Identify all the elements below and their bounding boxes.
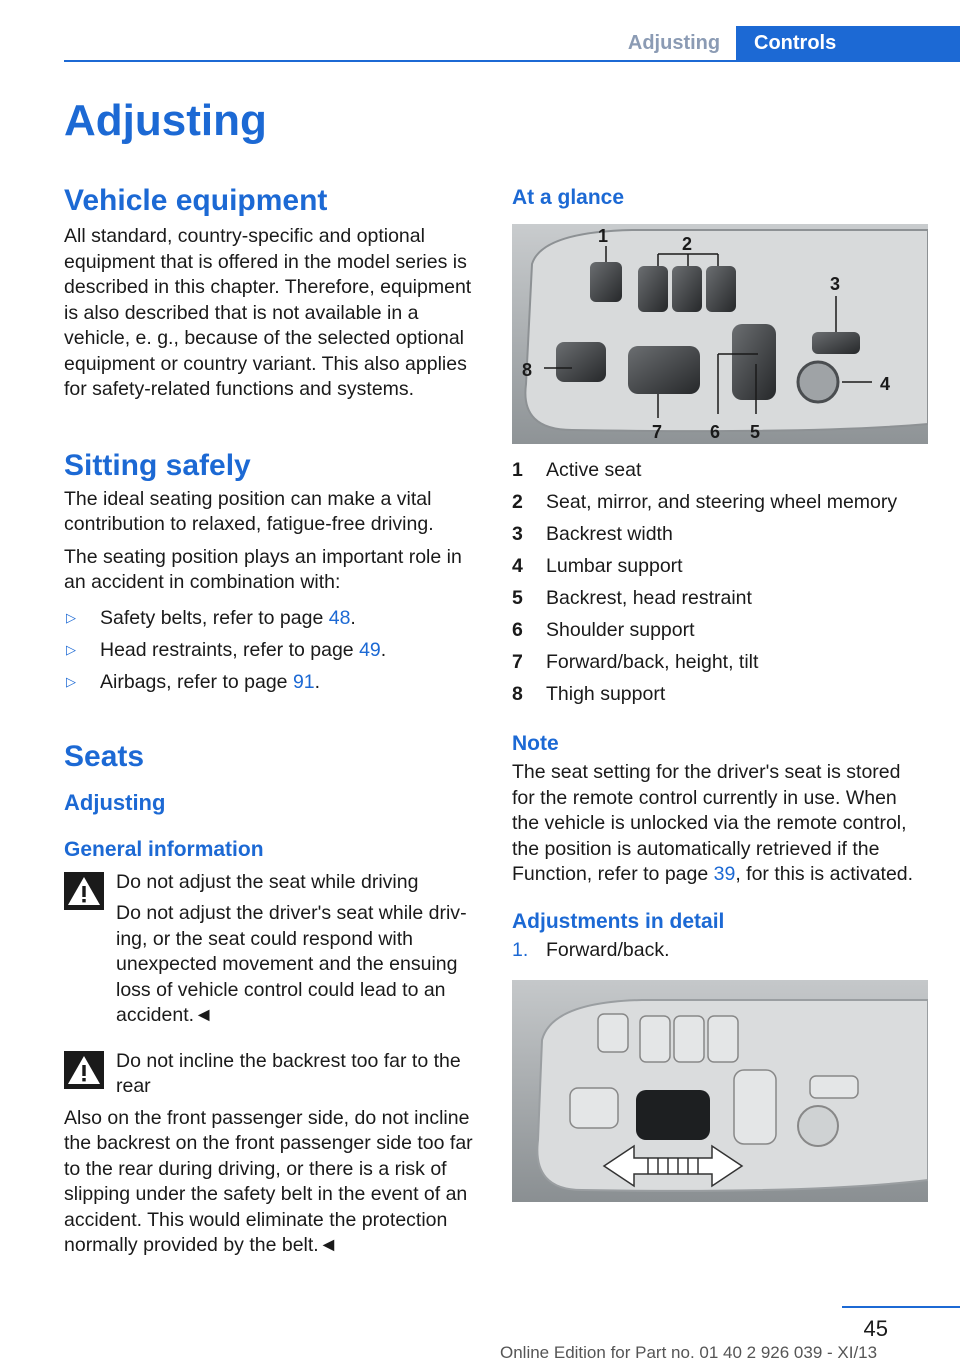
triangle-bullet-icon: ▷ bbox=[66, 609, 76, 625]
page-link[interactable]: 49 bbox=[359, 638, 381, 661]
callout-label: 1 bbox=[598, 226, 609, 246]
triangle-bullet-icon: ▷ bbox=[66, 673, 76, 689]
general-information-heading: General information bbox=[64, 837, 264, 861]
warning-2-body: Also on the front passenger side, do not incline the backrest on the front passenger side too far to the rear during driving, or there is a risk of slipping under the safety belt in the event of an accident. This would eliminate the protection normally provided by the belt.◄ bbox=[64, 1106, 473, 1256]
page-number: 45 bbox=[863, 1316, 888, 1341]
page-link[interactable]: 39 bbox=[713, 863, 736, 885]
legend-item: 8 Thigh support bbox=[512, 683, 666, 705]
callout-label: 6 bbox=[710, 422, 721, 442]
bullet-item: ▷ Head restraints, refer to page 49. bbox=[64, 634, 482, 666]
triangle-bullet-icon: ▷ bbox=[66, 641, 76, 657]
safety-bullet-list bbox=[64, 602, 482, 698]
callout-label: 3 bbox=[830, 274, 841, 294]
at-a-glance-heading: At a glance bbox=[512, 186, 625, 209]
seat-controls-photo bbox=[512, 224, 928, 444]
forward-back-photo bbox=[512, 980, 928, 1202]
page-link[interactable]: 91 bbox=[292, 670, 315, 693]
step-item: 1. Forward/back. bbox=[512, 938, 670, 961]
bullet-item: ▷ Airbags, refer to page 91. bbox=[64, 666, 482, 698]
adjusting-subheading: Adjusting bbox=[64, 789, 166, 815]
bullet-item: ▷ Safety belts, refer to page 48. bbox=[64, 602, 482, 634]
warning-triangle-icon bbox=[64, 1051, 104, 1089]
right-column bbox=[512, 184, 928, 1202]
legend-item: 1 Active seat bbox=[512, 459, 642, 481]
warning-triangle-icon bbox=[64, 872, 104, 910]
warning-block-2 bbox=[64, 1049, 482, 1100]
sitting-safely-para-1: The ideal seating position can make a vital contribution to relaxed, fatigue-free driving. bbox=[64, 487, 434, 535]
header-tab-chapter: Controls bbox=[736, 26, 960, 60]
warning-1-title: Do not adjust the seat while driving bbox=[116, 870, 419, 893]
legend-item: 3 Backrest width bbox=[512, 523, 673, 545]
vehicle-equipment-text: All standard, country-specific and optional equipment that is offered in the model series is described in this chapter. Therefore, equipment is also described that is not available in a vehicle, e. g., because of the selected optional equipment or country variant. This also applies for safety-related functions and systems. bbox=[64, 225, 472, 400]
callout-label: 5 bbox=[750, 422, 761, 442]
legend-item: 4 Lumbar support bbox=[512, 555, 683, 577]
note-heading: Note bbox=[512, 732, 559, 755]
warning-block-1 bbox=[64, 870, 482, 1029]
warning-1-body: Do not adjust the driver's seat while driving, or the seat could respond with unexpected movement and the ensuing loss of vehicle control could lead to an accident.◄ bbox=[116, 902, 467, 1026]
edition-footer: Online Edition for Part no. 01 40 2 926 039 - XI/13 bbox=[500, 1343, 878, 1362]
legend-list bbox=[512, 454, 928, 710]
legend-item: 5 Backrest, head restraint bbox=[512, 587, 752, 609]
legend-item: 7 Forward/back, height, tilt bbox=[512, 651, 759, 673]
callout-label: 2 bbox=[682, 234, 693, 254]
footer-rule bbox=[842, 1306, 960, 1308]
header-rule bbox=[64, 60, 960, 62]
legend-item: 2 Seat, mirror, and steering wheel memory bbox=[512, 491, 898, 513]
sitting-safely-para-2: The seating position plays an important role in an accident in combination with: bbox=[64, 545, 462, 593]
callout-label: 4 bbox=[880, 374, 891, 394]
vehicle-equipment-heading: Vehicle equipment bbox=[64, 184, 328, 217]
chapter-title: Adjusting bbox=[64, 96, 267, 145]
page-link[interactable]: 48 bbox=[328, 606, 351, 629]
left-column bbox=[64, 184, 482, 1259]
legend-item: 6 Shoulder support bbox=[512, 619, 695, 641]
adjustments-in-detail-heading: Adjustments in detail bbox=[512, 909, 725, 933]
seats-heading: Seats bbox=[64, 739, 145, 773]
callout-label: 7 bbox=[652, 422, 663, 442]
header-tab-section: Adjusting bbox=[627, 31, 721, 54]
warning-2-title: Do not incline the backrest too far to the rear bbox=[116, 1049, 461, 1097]
note-text: The seat setting for the driver's seat is stored for the remote control currently in use. When the vehicle is unlocked via the remote control, the position is automatically retrieved if the Function, refer to page 39, for this is activated. bbox=[512, 761, 914, 885]
steps-list bbox=[512, 934, 928, 966]
sitting-safely-heading: Sitting safely bbox=[64, 448, 251, 482]
callout-label: 8 bbox=[522, 360, 533, 380]
